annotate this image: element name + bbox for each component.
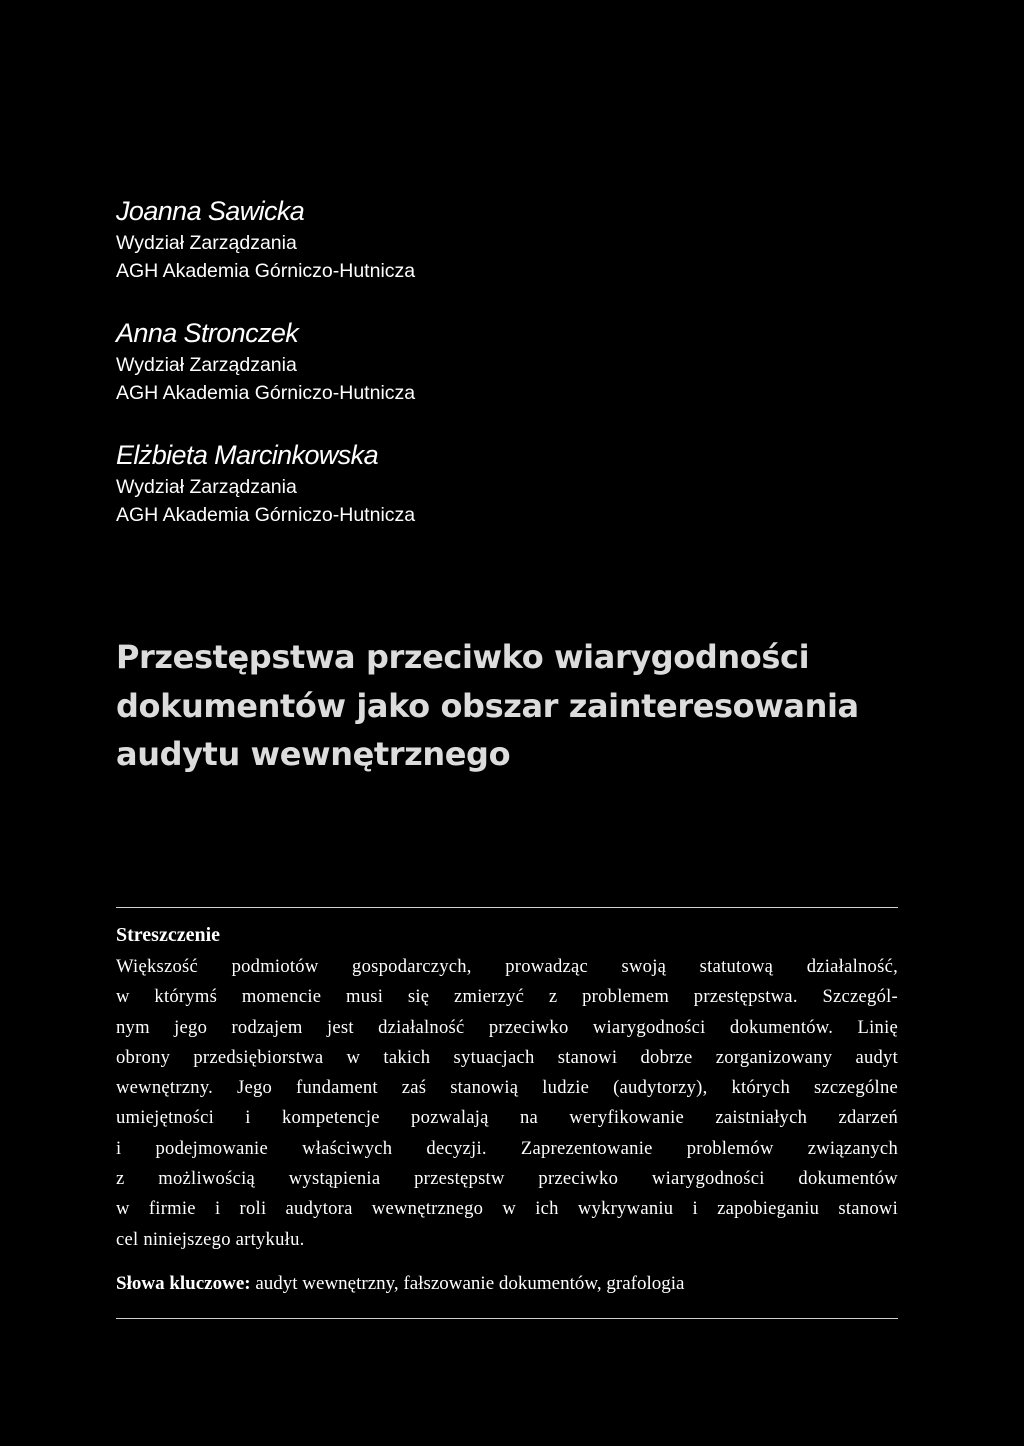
abstract-line: Większość podmiotów gospodarczych, prowadząc swoją statutową działalność, — [116, 956, 898, 977]
author-department: Wydział Zarządzania — [116, 232, 297, 254]
abstract-line: z możliwością wystąpienia przestępstw przeciwko wiarygodności dokumentów — [116, 1168, 898, 1190]
abstract-section — [116, 918, 898, 1299]
keywords — [116, 1269, 898, 1299]
author-department: Wydział Zarządzania — [116, 476, 297, 498]
title-line: Przestępstwa przeciwko wiarygodności — [116, 638, 810, 676]
abstract-heading: Streszczenie — [116, 924, 221, 946]
author-block — [116, 193, 816, 315]
abstract-line: nym jego rodzajem jest działalność przeciwko wiarygodności dokumentów. Linię — [116, 1016, 898, 1038]
author-department: Wydział Zarządzania — [116, 354, 297, 376]
bottom-divider — [116, 1318, 898, 1319]
author-university: AGH Akademia Górniczo-Hutnicza — [116, 260, 416, 282]
authors-section — [116, 193, 816, 559]
author-university: AGH Akademia Górniczo-Hutnicza — [116, 382, 416, 404]
article-title — [116, 633, 896, 779]
abstract-line: i podejmowanie właściwych decyzji. Zaprezentowanie problemów związanych — [116, 1137, 898, 1159]
title-line: audytu wewnętrznego — [116, 735, 511, 773]
abstract-line: cel niniejszego artykułu. — [116, 1228, 305, 1250]
abstract-line: obrony przedsiębiorstwa w takich sytuacjach stanowi dobrze zorganizowany audyt — [116, 1046, 898, 1068]
abstract-line: umiejętności i kompetencje pozwalają na weryfikowanie zaistniałych zdarzeń — [116, 1107, 898, 1129]
abstract-line: w którymś momencie musi się zmierzyć z problemem przestępstwa. Szczegól- — [116, 986, 898, 1008]
keywords-text: audyt wewnętrzny, fałszowanie dokumentów, grafologia — [250, 1272, 685, 1294]
author-name: Elżbieta Marcinkowska — [116, 440, 379, 470]
author-block — [116, 437, 816, 559]
title-line: dokumentów jako obszar zainteresowania — [116, 686, 859, 725]
top-divider — [116, 907, 898, 908]
author-university: AGH Akademia Górniczo-Hutnicza — [116, 504, 416, 526]
author-name: Anna Stronczek — [116, 318, 299, 348]
author-block — [116, 315, 816, 437]
keywords-label: Słowa kluczowe: — [116, 1272, 251, 1294]
abstract-body — [116, 952, 898, 1255]
author-name: Joanna Sawicka — [116, 196, 305, 226]
abstract-line: w firmie i roli audytora wewnętrznego w ich wykrywaniu i zapobieganiu stanowi — [116, 1198, 898, 1220]
abstract-line: wewnętrzny. Jego fundament zaś stanowią ludzie (audytorzy), których szczególne — [116, 1077, 898, 1099]
